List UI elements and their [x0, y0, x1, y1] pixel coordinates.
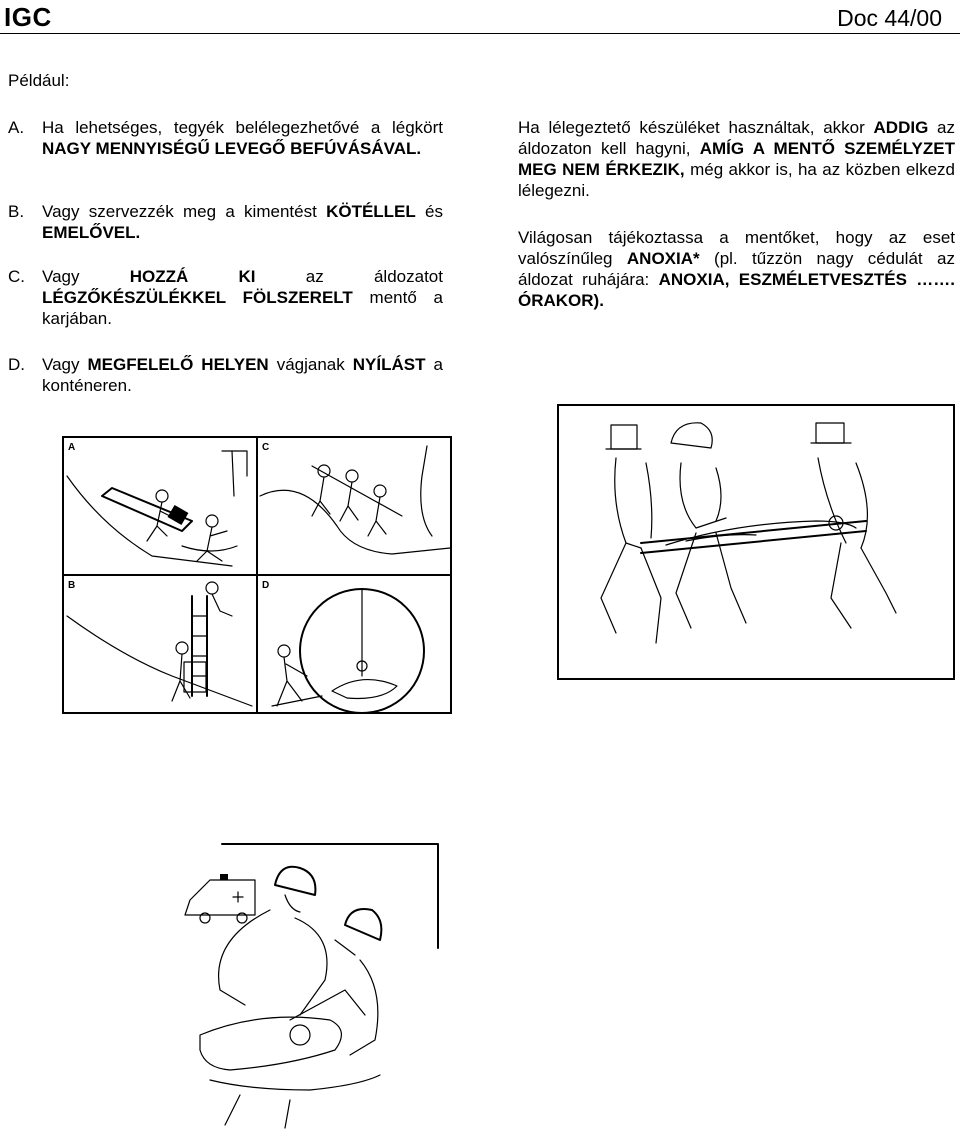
- body-text: vágjanak: [268, 355, 353, 374]
- ventilated-victim-illustration: [150, 840, 440, 1130]
- body-text: Ha lehetséges, tegyék belélegezhetővé a légkört: [42, 118, 443, 137]
- list-marker: C.: [8, 267, 25, 286]
- victim: [200, 990, 380, 1128]
- intro-label: Például:: [8, 71, 70, 90]
- emphasis-text: EMELŐVEL.: [42, 223, 141, 242]
- header-org: IGC: [4, 2, 52, 32]
- body-text: Vagy: [42, 355, 88, 374]
- anoxia-note: [518, 227, 955, 311]
- body-text: az áldozatot: [255, 267, 443, 286]
- list-marker: A.: [8, 118, 25, 137]
- panel-label-d: D: [262, 580, 270, 591]
- body-text: mentő a karjában.: [42, 288, 443, 328]
- list-item-a: [8, 117, 443, 159]
- list-text: [42, 117, 443, 159]
- stretcher-carry-illustration: [556, 403, 956, 681]
- list-item-c: [8, 266, 443, 329]
- body-text: (pl. tűzzön nagy cédulát az áldozat ruhájára:: [518, 249, 955, 289]
- header-doc-number: Doc 44/00: [837, 5, 942, 31]
- anoxia-paragraph: [518, 227, 955, 311]
- emphasis-text: ADDIG: [873, 118, 929, 137]
- list-marker: B.: [8, 202, 25, 221]
- list-text: [42, 354, 443, 396]
- list-item-d: [8, 354, 443, 396]
- body-text: Ha lélegeztető készüléket használtak, akkor: [518, 118, 874, 137]
- body-text: a konténeren.: [42, 355, 443, 395]
- rescuer-helmet: [219, 867, 327, 1015]
- body-text: Vagy: [42, 267, 130, 286]
- body-text: Világosan tájékoztassa a mentőket, hogy az eset valószínűleg: [518, 228, 955, 268]
- emphasis-text: ANOXIA, ESZMÉLETVESZTÉS ……. ÓRAKOR).: [518, 270, 955, 310]
- body-text: és: [415, 202, 443, 221]
- ambulance-icon: [185, 874, 255, 923]
- list-item-b: [8, 201, 443, 243]
- ventilator-note: [518, 117, 955, 201]
- panel-label-c: C: [262, 442, 270, 453]
- emphasis-text: ANOXIA*: [626, 249, 700, 268]
- list-text: [42, 201, 443, 243]
- body-text: az áldozaton kell hagyni,: [518, 118, 955, 158]
- body-text: még akkor is, ha az közben elkezd lélegezni.: [518, 160, 955, 200]
- header-rule: [0, 33, 960, 34]
- emphasis-text: NAGY MENNYISÉGŰ LEVEGŐ BEFÚVÁSÁVAL.: [42, 139, 422, 158]
- rescuer-masked: [335, 909, 381, 1055]
- ventilator-paragraph: [518, 117, 955, 201]
- emphasis-text: AMÍG A MENTŐ SZEMÉLYZET MEG NEM ÉRKEZIK,: [518, 139, 955, 179]
- emphasis-text: NYÍLÁST: [352, 355, 426, 374]
- panel-label-b: B: [68, 580, 76, 591]
- emphasis-text: KÖTÉLLEL: [326, 202, 416, 221]
- list-marker: D.: [8, 355, 25, 374]
- emphasis-text: LÉGZŐKÉSZÜLÉKKEL FÖLSZERELT: [42, 288, 353, 307]
- panel-label-a: A: [68, 442, 76, 453]
- list-text: [42, 266, 443, 329]
- emphasis-text: MEGFELELŐ HELYEN: [87, 355, 269, 374]
- emphasis-text: HOZZÁ KI: [129, 267, 256, 286]
- page-header: [0, 0, 960, 34]
- rescue-methods-illustration: [62, 436, 452, 714]
- body-text: Vagy szervezzék meg a kimentést: [42, 202, 327, 221]
